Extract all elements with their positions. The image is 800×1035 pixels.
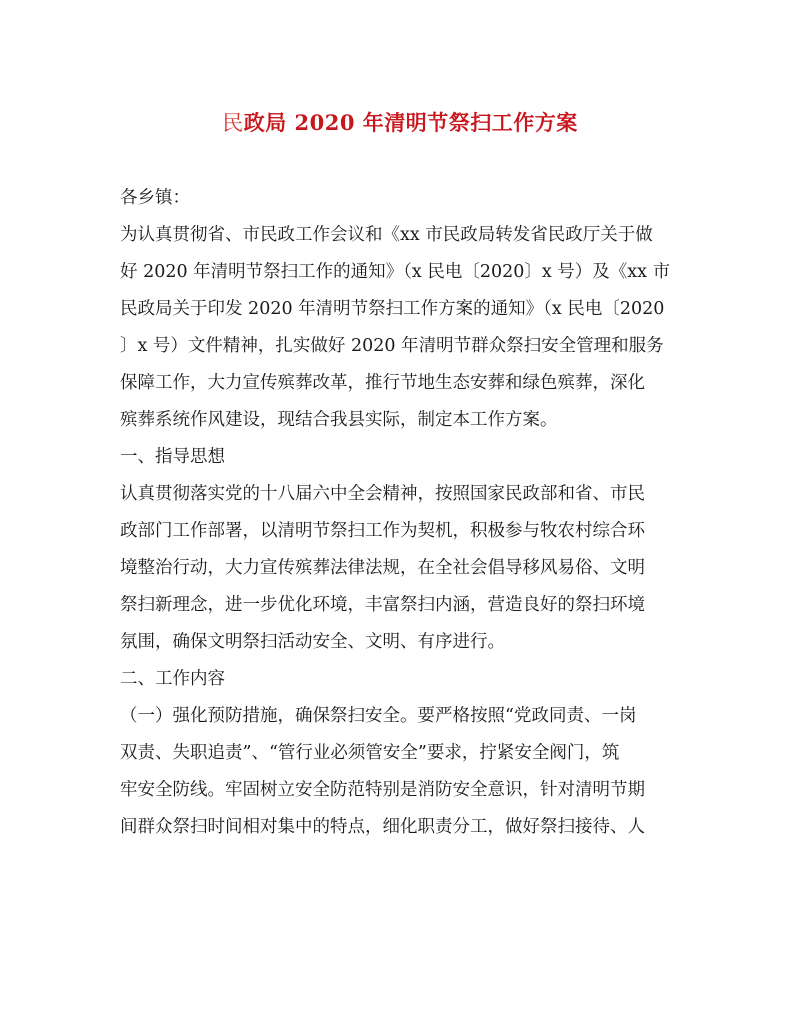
- title-text: 政局 2020 年清明节祭扫工作方案: [243, 110, 578, 135]
- paragraph-line: 好 2020 年清明节祭扫工作的通知》（x 民电〔2020〕x 号）及《xx 市: [120, 262, 671, 282]
- section-heading-1: 一、指导思想: [120, 447, 225, 467]
- paragraph-line: 祭扫新理念，进一步优化环境，丰富祭扫内涵，营造良好的祭扫环境: [120, 595, 645, 615]
- document-body: [120, 180, 685, 846]
- paragraph-line: 为认真贯彻省、市民政工作会议和《xx 市民政局转发省民政厅关于做: [120, 225, 653, 245]
- paragraph-line: 牢安全防线。牢固树立安全防范特别是消防安全意识，针对清明节期: [120, 780, 645, 800]
- salutation: 各乡镇：: [120, 188, 190, 208]
- paragraph-line: 双责、失职追责”、“管行业必须管安全”要求，拧紧安全阀门，筑: [120, 743, 620, 763]
- paragraph-line: 民政局关于印发 2020 年清明节祭扫工作方案的通知》（x 民电〔2020: [120, 299, 665, 319]
- paragraph-line: 〕x 号）文件精神，扎实做好 2020 年清明节群众祭扫安全管理和服务: [120, 336, 664, 356]
- paragraph-line: 政部门工作部署，以清明节祭扫工作为契机，积极参与牧农村综合环: [120, 521, 645, 541]
- paragraph-line: 保障工作，大力宣传殡葬改革，推行节地生态安葬和绿色殡葬，深化: [120, 373, 645, 393]
- title-first-char: 民: [222, 111, 244, 135]
- paragraph-line: 氛围，确保文明祭扫活动安全、文明、有序进行。: [120, 632, 505, 652]
- paragraph-line: 殡葬系统作风建设，现结合我县实际，制定本工作方案。: [120, 410, 558, 430]
- paragraph-line: 认真贯彻落实党的十八届六中全会精神，按照国家民政部和省、市民: [120, 484, 645, 504]
- document-title: [0, 107, 800, 137]
- paragraph-line: 间群众祭扫时间相对集中的特点，细化职责分工，做好祭扫接待、人: [120, 817, 645, 837]
- paragraph-line: （一）强化预防措施，确保祭扫安全。要严格按照“党政同责、一岗: [120, 706, 637, 726]
- section-heading-2: 二、工作内容: [120, 669, 225, 689]
- paragraph-line: 境整治行动，大力宣传殡葬法律法规，在全社会倡导移风易俗、文明: [120, 558, 645, 578]
